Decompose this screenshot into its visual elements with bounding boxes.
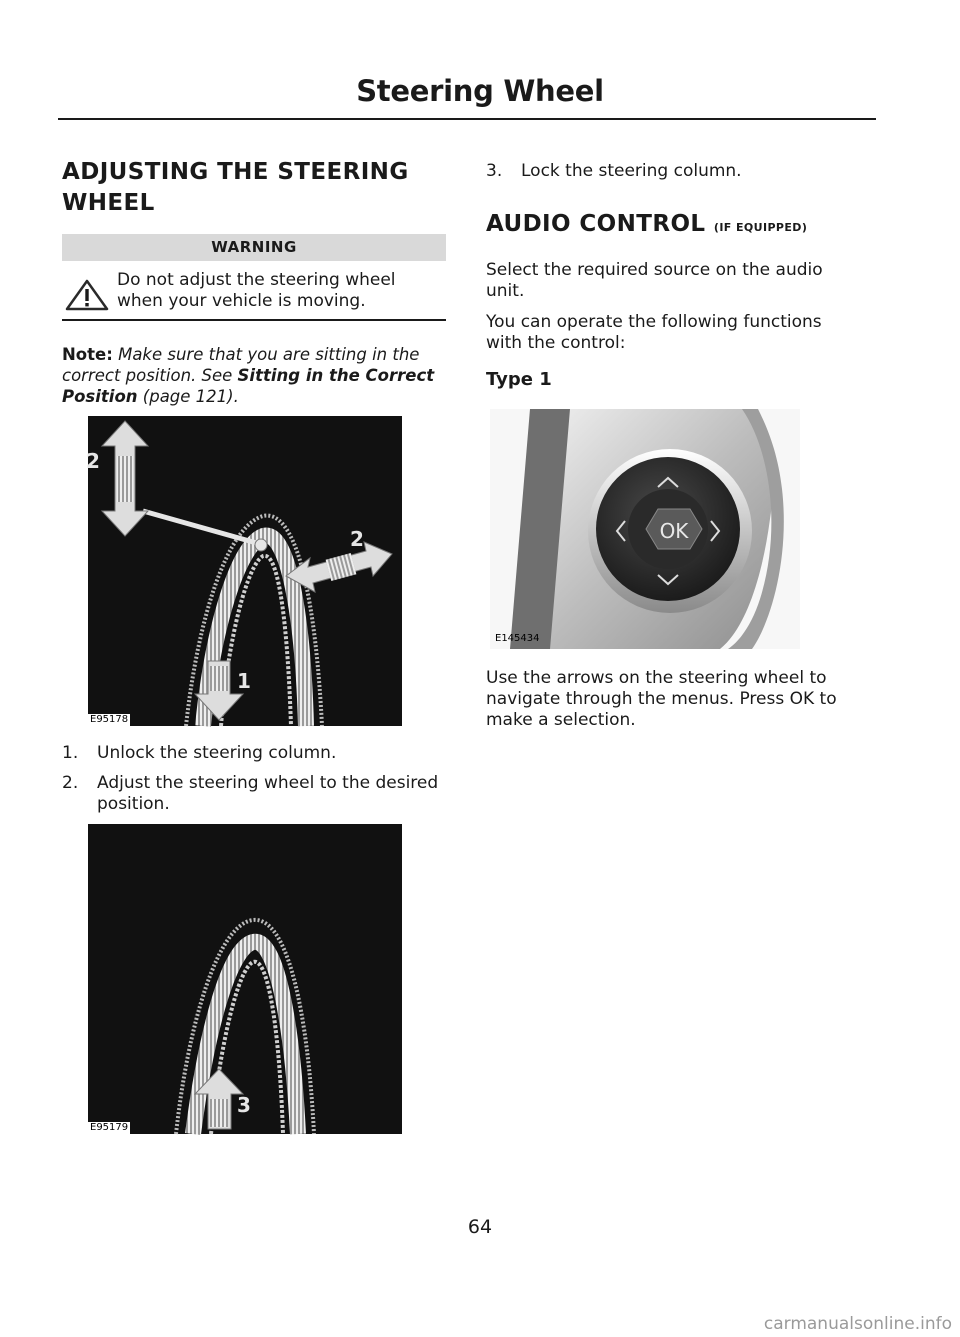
note-text-1: Make sure that you are sitting in the [118,345,420,364]
page-number: 64 [467,1216,493,1238]
paragraph-line: with the control: [486,333,626,353]
figure1-label-2b: 2 [350,527,364,551]
figure2-code: E95179 [90,1122,129,1133]
step-number: 2. [62,773,79,793]
paragraph-line: You can operate the following functions [486,312,822,332]
paragraph-line: make a selection. [486,710,636,730]
note-label: Note: [62,345,113,364]
figure1-label-1: 1 [237,669,251,693]
page-title: Steering Wheel [356,74,604,108]
section-heading-audio [486,209,886,243]
figure1-code: E95178 [90,714,129,725]
figure-audio-control [490,409,800,649]
figure3-code: E145434 [495,633,540,644]
step-text-line-1: Adjust the steering wheel to the desired [97,773,439,793]
note-link-b[interactable]: Position [62,387,138,406]
heading-line-2: WHEEL [62,190,155,216]
figure2-label-3: 3 [237,1093,251,1117]
note-link-a[interactable]: Sitting in the Correct [237,366,435,385]
paragraph-line: Use the arrows on the steering wheel to [486,668,827,688]
step-text: Unlock the steering column. [97,743,337,763]
paragraph-line: Select the required source on the audio [486,260,823,280]
warning-text [117,270,447,312]
paragraph-line: unit. [486,281,525,301]
audio-paragraph-3 [486,668,886,731]
steering-column-diagram [88,416,402,726]
figure-steering-adjust [88,416,402,726]
steering-control-photo [490,409,800,649]
note-page-ref: (page 121). [142,387,239,406]
warning-banner: WARNING [62,234,446,261]
warning-text-line-1: Do not adjust the steering wheel [117,270,396,290]
step-number: 1. [62,743,79,763]
note-paragraph [62,344,452,407]
section-heading-adjusting [62,157,462,219]
warning-text-line-2: when your vehicle is moving. [117,291,366,311]
paragraph-line: navigate through the menus. Press OK to [486,689,837,709]
list-item [62,773,452,817]
warning-divider [62,319,446,321]
forward-back-arrow-icon [286,542,392,592]
header-divider [58,118,876,120]
audio-heading-suffix: (IF EQUIPPED) [713,221,808,234]
figure1-label-2a: 2 [86,449,100,473]
ok-button-label: OK [659,519,689,543]
step-number: 3. [486,161,503,181]
warning-triangle-icon [64,278,110,312]
watermark-link[interactable]: carmanualsonline.info [763,1314,952,1334]
note-text-2: correct position. See [62,366,233,385]
step-text-line-2: position. [97,794,170,814]
audio-paragraph-2 [486,312,876,354]
audio-paragraph-1 [486,260,876,302]
audio-heading: AUDIO CONTROL [486,211,706,237]
step-text [97,773,438,815]
figure-steering-lock [88,824,402,1134]
subheading-type1: Type 1 [486,369,552,390]
up-down-arrow-icon [102,421,148,536]
step-text: Lock the steering column. [521,161,742,181]
steering-column-lock-diagram [88,824,402,1134]
heading-line-1: ADJUSTING THE STEERING [62,159,409,185]
